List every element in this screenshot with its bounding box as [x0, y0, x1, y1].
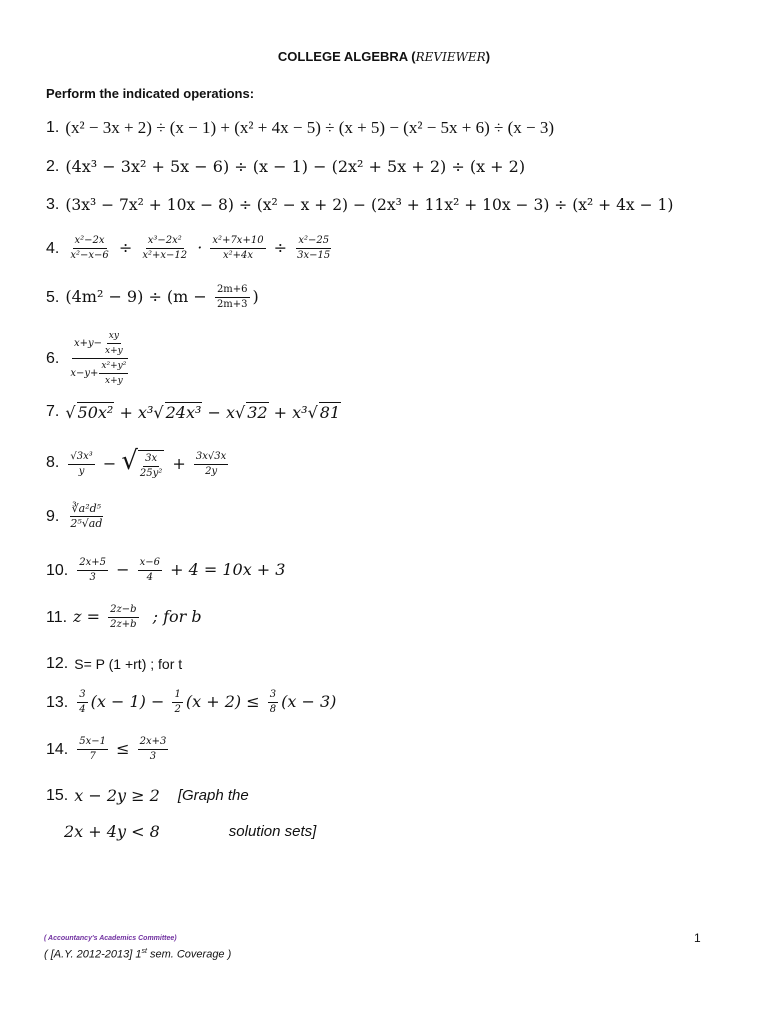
fraction: $\frac{1}{2}$	[174, 689, 181, 715]
fraction: $\frac{3}{8}$	[269, 689, 277, 715]
radical: √ 81	[307, 403, 341, 422]
problem-13: 13. $\frac{3}{4}$ (x − 1) − $\frac{1}{2}$ (x + 2) ≤ $\frac{3}{8}$ (x − 3)	[46, 689, 337, 715]
committee-credit: ( Accountancy's Academics Committee)	[44, 935, 177, 942]
operator: ÷	[273, 238, 288, 257]
problem-9	[46, 503, 107, 530]
problem-14: 14. $\frac{5x-1}{7}$ ≤ $\frac{2x+3}{3}$	[46, 736, 167, 762]
fraction: $\frac{\text{x²−25}}{3x-15}$	[297, 235, 331, 261]
fraction: $\frac{5x-1}{7}$	[79, 736, 106, 762]
fraction: $\frac{\text{∛a²d⁵}}{\text{2⁵√ad}}$	[70, 502, 103, 530]
problem-7: 7. √ 50x² + x³√ 24x³ − x√ 32 + x³√ 81	[46, 403, 341, 422]
radical-fraction: $\frac{3x}{\text{25y²}}$	[138, 450, 164, 480]
fraction: $\frac{3}{4}$	[79, 689, 86, 715]
problem-15	[46, 786, 249, 805]
fraction: $\frac{2m+6}{2m+3}$	[216, 284, 248, 310]
operator: ·	[197, 238, 203, 257]
fraction: $\frac{\text{x³−2x²}}{\text{x²+x−12}}$	[142, 235, 188, 261]
inequality-2: 2x + 4y < 8	[64, 822, 160, 841]
problem-12	[46, 655, 182, 673]
fraction: $\frac{2z-b}{2z+b}$	[110, 604, 137, 630]
problem-4	[46, 235, 335, 262]
problem-number: 8.	[46, 453, 60, 471]
fraction: $\frac{3x√3x}{2y}$	[195, 451, 227, 477]
problem-expression: S= P (1 +rt) ; for t	[74, 656, 183, 672]
problem-2	[46, 157, 525, 176]
inequality-1: x − 2y ≥ 2	[74, 786, 160, 805]
problem-number: 7.	[46, 403, 60, 420]
problem-number: 1.	[46, 119, 60, 136]
fraction: $\frac{\text{x²−2x}}{\text{x²−x−6}}$	[70, 235, 109, 261]
problem-number: 5.	[46, 288, 60, 306]
problem-number: 11.	[46, 608, 68, 626]
radical: √ 50x²	[65, 403, 114, 422]
expression-part: )	[252, 287, 259, 306]
title-reviewer: REVIEWER	[415, 50, 486, 64]
problem-number: 2.	[46, 157, 60, 175]
coverage-note: ( [A.Y. 2012-2013] 1st sem. Coverage )	[44, 948, 232, 961]
fraction: $\frac{2x+3}{3}$	[139, 736, 167, 762]
page-title	[0, 49, 768, 64]
expression-part: ; for b	[152, 607, 202, 626]
instruction-note: solution sets]	[228, 823, 317, 840]
problem-number: 13.	[46, 693, 69, 711]
problem-number: 15.	[46, 786, 69, 804]
fraction: $\frac{\text{x²+7x+10}}{\text{x²+4x}}$	[212, 235, 264, 261]
problem-expression: (x² − 3x + 2) ÷ (x − 1) + (x² + 4x − 5) ÷ (x + 5) − (x² − 5x + 6) ÷ (x − 3)	[65, 118, 555, 137]
problem-number: 9.	[46, 507, 60, 525]
operator: ÷	[118, 238, 133, 257]
page-number: 1	[694, 931, 701, 945]
radical: √ 24x³	[153, 403, 202, 422]
problem-11: 11. z = $\frac{2z-b}{2z+b}$ ; for b	[46, 604, 202, 630]
problem-15-line-2	[64, 822, 316, 841]
problem-expression: (4x³ − 3x² + 5x − 6) ÷ (x − 1) − (2x² + 5x + 2) ÷ (x + 2)	[65, 157, 526, 176]
problem-number: 3.	[46, 196, 60, 213]
problem-6	[46, 330, 134, 387]
fraction: $\frac{x-6}{4}$	[139, 557, 160, 583]
instruction-note: [Graph the	[177, 787, 249, 804]
fraction: $\frac{\text{√3x³}}{y}$	[70, 451, 93, 477]
problem-5	[46, 284, 259, 311]
problem-number: 6.	[46, 349, 60, 367]
title-end: )	[485, 49, 491, 64]
problem-number: 14.	[46, 740, 69, 758]
radical: √ 32	[234, 403, 268, 422]
complex-fraction: x+y− $\frac{xy}{x+y}$ x−y+ $\frac{\text{x²+y²}}{x+y}$	[70, 331, 127, 386]
title-main: COLLEGE ALGEBRA (	[277, 49, 416, 64]
fraction: $\frac{2x+5}{3}$	[79, 557, 106, 583]
problem-number: 12.	[46, 655, 69, 672]
expression-part: + 4 = 10x + 3	[170, 560, 286, 579]
problem-expression: (3x³ − 7x² + 10x − 8) ÷ (x² − x + 2) − (2x³ + 11x² + 10x − 3) ÷ (x² + 4x − 1)	[65, 196, 674, 214]
problem-10: 10. $\frac{2x+5}{3}$ − $\frac{x-6}{4}$ + 4 = 10x + 3	[46, 557, 286, 583]
expression-part: (4m² − 9) ÷ (m −	[65, 287, 207, 306]
problem-number: 10.	[46, 561, 69, 579]
instructions: Perform the indicated operations:	[46, 86, 255, 101]
problem-3	[46, 196, 673, 214]
problem-1	[46, 118, 554, 138]
problem-8: 8. $\frac{\text{√3x³}}{y}$ − √ $\frac{3x}{\text{25y²}}$ + $\frac{3x√3x}{2y}$	[46, 446, 227, 479]
problem-number: 4.	[46, 239, 60, 257]
